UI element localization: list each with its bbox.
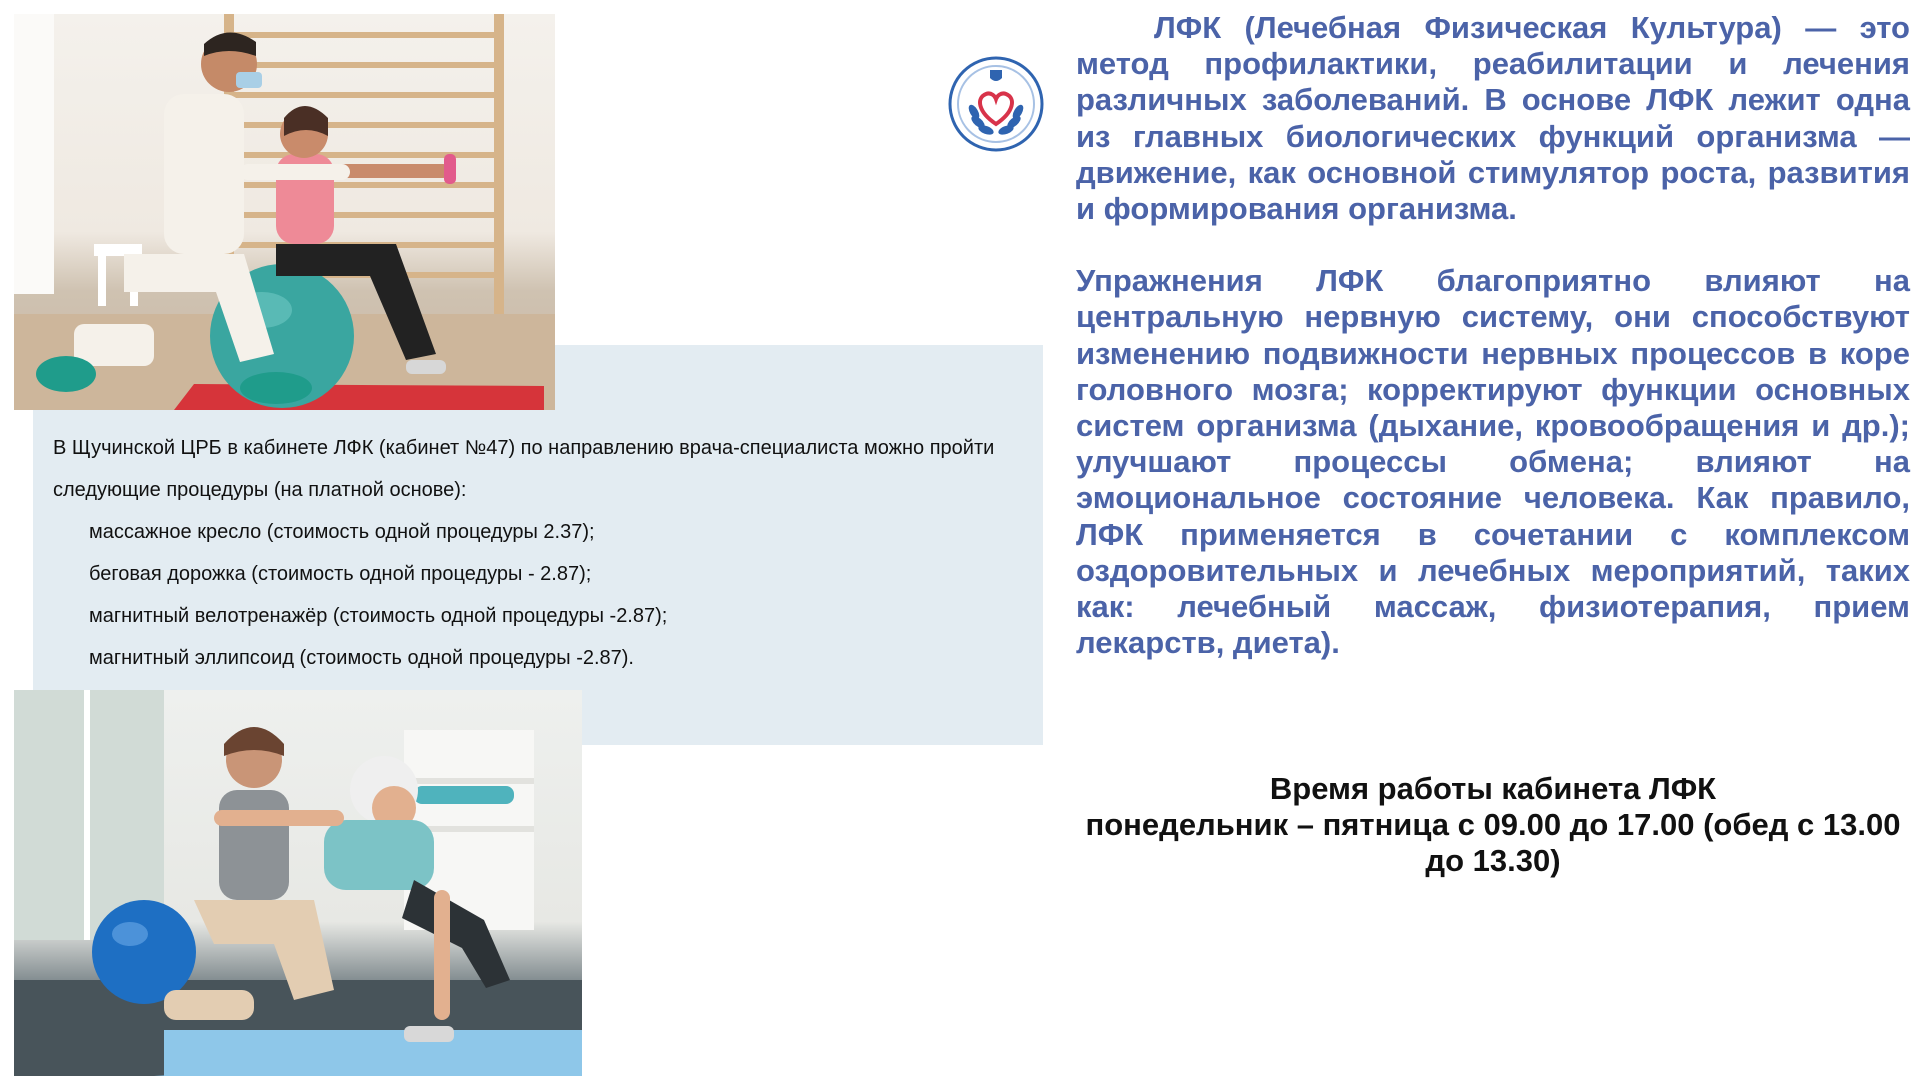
therapy-photo-bottom-illustration bbox=[14, 690, 582, 1076]
working-hours-title: Время работы кабинета ЛФК bbox=[1269, 771, 1717, 806]
procedures-list bbox=[53, 511, 1033, 679]
procedure-item: массажное кресло (стоимость одной процедуры 2.37); bbox=[89, 521, 595, 543]
lfk-paragraph-effects: Упражнения ЛФК благоприятно влияют на центральную нервную систему, они способствуют изменению подвижности нервных процессов в коре головного мозга; корректируют функции основных систем организма (дыхание, кровообращения и др.); улучшают процессы обмена; влияют на эмоциональное состояние человека. Как правило, ЛФК применяется в сочетании с комплексом оздоровительных и лечебных мероприятий, таких как: лечебный массаж, физиотерапия, прием лекарств, диета). bbox=[1076, 263, 1910, 661]
procedure-item: магнитный эллипсоид (стоимость одной процедуры -2.87). bbox=[89, 647, 634, 669]
lfk-paragraph-definition: ЛФК (Лечебная Физическая Культура) — это метод профилактики, реабилитации и лечения различных заболеваний. В основе ЛФК лежит одна из главных биологических функций организма — движение, как основной стимулятор роста, развития и формирования организма. bbox=[1076, 10, 1910, 227]
working-hours bbox=[1076, 771, 1910, 879]
lfk-description bbox=[1076, 10, 1910, 661]
medical-emblem-graphic bbox=[948, 56, 1044, 152]
medical-emblem-icon bbox=[948, 56, 1044, 152]
procedures-intro: В Щучинской ЦРБ в кабинете ЛФК (кабинет №47) по направлению врача-специалиста можно пройти следующие процедуры (на платной основе): bbox=[53, 437, 995, 501]
therapy-photo-top-illustration bbox=[14, 14, 555, 410]
therapy-photo-bottom bbox=[14, 690, 582, 1076]
procedure-item: беговая дорожка (стоимость одной процедуры - 2.87); bbox=[89, 563, 592, 585]
therapy-photo-top bbox=[14, 14, 555, 410]
working-hours-schedule: понедельник – пятница с 09.00 до 17.00 (обед с 13.00 до 13.30) bbox=[1085, 807, 1901, 878]
procedures-block bbox=[53, 427, 1033, 679]
procedure-item: магнитный велотренажёр (стоимость одной процедуры -2.87); bbox=[89, 605, 668, 627]
